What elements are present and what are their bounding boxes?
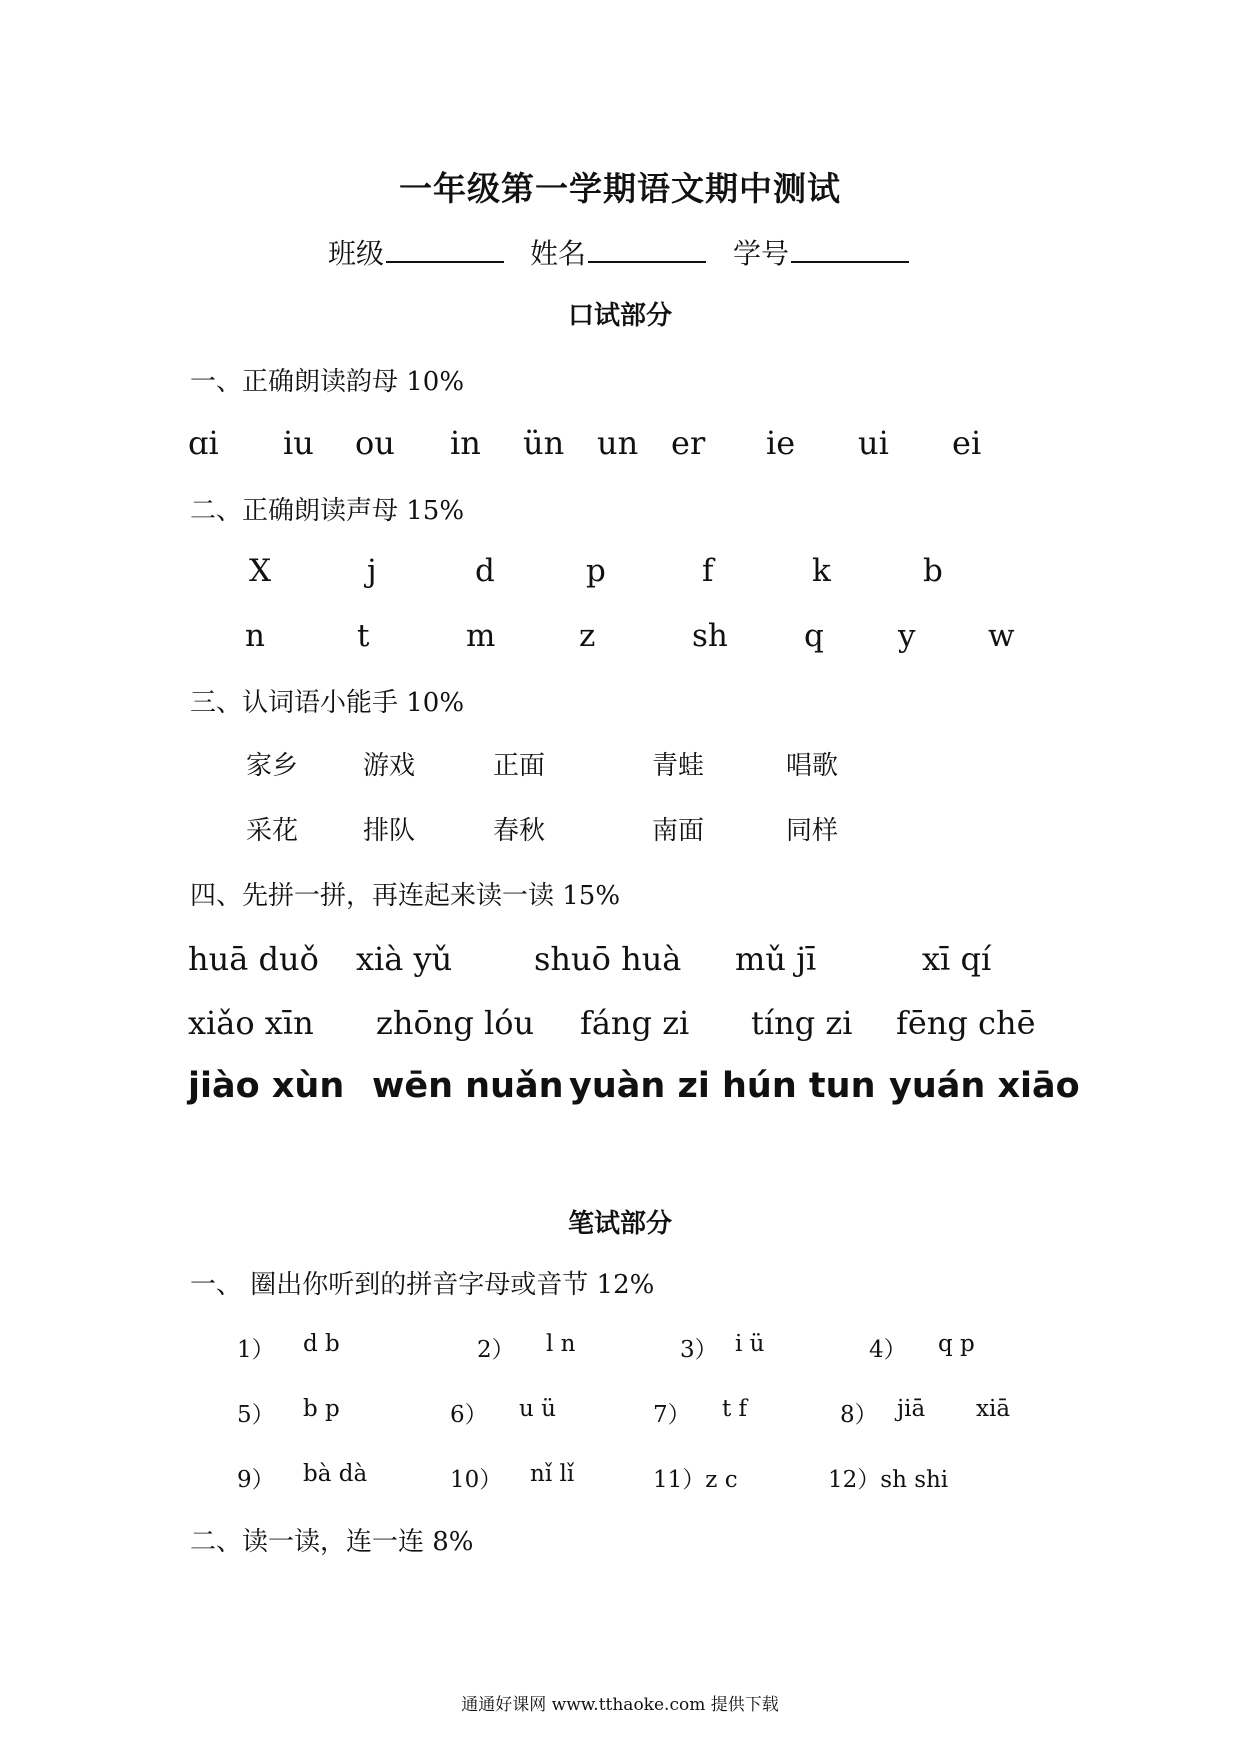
final-item: ui: [858, 424, 889, 462]
oral-heading: 口试部分: [567, 301, 672, 331]
item-number: 5）: [237, 1402, 275, 1428]
oral-q2-text: 二、正确朗读声母 15%: [190, 496, 465, 526]
word-item: 春秋: [493, 816, 546, 846]
initial-item: k: [812, 553, 831, 589]
initial-item: d: [475, 553, 495, 589]
choice-pair: q p: [938, 1331, 975, 1357]
pinyin-item: jiào xùn: [188, 1066, 345, 1106]
initial-item: p: [586, 553, 606, 589]
initial-item: sh: [692, 618, 728, 654]
word-item: 唱歌: [786, 751, 839, 781]
choice-pair: bà dà: [303, 1461, 368, 1487]
page-footer: 通通好课网 www.tthaoke.com 提供下载: [461, 1695, 779, 1715]
item-number: 9）: [237, 1467, 275, 1493]
word-item: 游戏: [363, 751, 416, 781]
pinyin-item: zhōng lóu: [376, 1004, 535, 1042]
word-item: 青蛙: [652, 751, 705, 781]
written-heading: 笔试部分: [567, 1209, 672, 1239]
item-number: 2）: [477, 1337, 515, 1363]
word-item: 排队: [363, 816, 416, 846]
word-item: 正面: [493, 751, 546, 781]
initial-item: q: [804, 618, 824, 654]
choice-pair: nǐ lǐ: [530, 1461, 575, 1487]
final-item: in: [450, 424, 481, 462]
initial-item: t: [357, 618, 370, 654]
choice-pair: d b: [303, 1331, 340, 1357]
pinyin-item: fēng chē: [896, 1004, 1036, 1042]
pinyin-item: xī qí: [922, 940, 992, 978]
pinyin-item: wēn nuǎn: [372, 1066, 564, 1106]
class-label: 班级: [328, 237, 385, 270]
page-title: 一年级第一学期语文期中测试: [399, 169, 841, 208]
item-number: 8）: [840, 1402, 878, 1428]
choice-pair: 11）z c: [653, 1467, 738, 1493]
choice-pair: i ü: [735, 1331, 765, 1357]
word-item: 采花: [246, 816, 299, 846]
initial-item: n: [245, 618, 265, 654]
word-item: 南面: [652, 816, 705, 846]
initial-item: j: [367, 553, 377, 589]
initial-item: f: [702, 553, 714, 589]
pinyin-item: xiǎo xīn: [188, 1004, 314, 1042]
id-label: 学号: [733, 237, 790, 270]
choice-pair: u ü: [519, 1396, 556, 1422]
initial-item: X: [249, 553, 272, 589]
item-number: 4）: [869, 1337, 907, 1363]
pinyin-item: huā duǒ: [188, 940, 319, 978]
name-blank: [588, 237, 706, 263]
written-q2-text: 二、读一读，连一连 8%: [190, 1527, 474, 1557]
choice-pair: b p: [303, 1396, 340, 1422]
final-item: ie: [766, 424, 796, 462]
class-field: [328, 232, 504, 272]
pinyin-item: hún tun: [722, 1066, 876, 1106]
choice-pair: l n: [546, 1331, 576, 1357]
choice-pair: t f: [722, 1396, 748, 1422]
choice-pair: 12）sh shi: [828, 1467, 949, 1493]
final-item: ou: [355, 424, 395, 462]
item-number: 6）: [450, 1402, 488, 1428]
item-number: 1）: [237, 1337, 275, 1363]
initial-item: m: [466, 618, 496, 654]
pinyin-item: yuàn zi: [569, 1066, 710, 1106]
item-number: 10）: [450, 1467, 503, 1493]
initial-item: w: [988, 618, 1015, 654]
final-item: un: [597, 424, 639, 462]
pinyin-item: tíng zi: [751, 1004, 853, 1042]
final-item: ɑi: [188, 424, 219, 462]
item-number: 3）: [680, 1337, 718, 1363]
pinyin-item: yuán xiāo: [889, 1066, 1080, 1106]
written-q1-text: 一、 圈出你听到的拼音字母或音节 12%: [190, 1270, 655, 1300]
oral-q4-text: 四、先拼一拼，再连起来读一读 15%: [190, 881, 621, 911]
name-label: 姓名: [530, 237, 587, 270]
class-blank: [386, 237, 504, 263]
final-item: er: [671, 424, 706, 462]
pinyin-item: xià yǔ: [356, 940, 453, 978]
name-field: [530, 232, 706, 272]
initial-item: y: [898, 618, 916, 654]
word-item: 同样: [786, 816, 839, 846]
final-item: ün: [523, 424, 565, 462]
pinyin-item: mǔ jī: [735, 940, 817, 978]
choice-pair: jiā: [897, 1396, 926, 1422]
word-item: 家乡: [246, 751, 299, 781]
choice-pair: xiā: [976, 1396, 1011, 1422]
oral-q3-text: 三、认词语小能手 10%: [190, 688, 465, 718]
item-number: 7）: [653, 1402, 691, 1428]
final-item: ei: [952, 424, 982, 462]
pinyin-item: fáng zi: [580, 1004, 690, 1042]
id-blank: [791, 237, 909, 263]
id-field: [733, 232, 909, 272]
initial-item: z: [579, 618, 596, 654]
initial-item: b: [923, 553, 943, 589]
oral-q1-text: 一、正确朗读韵母 10%: [190, 367, 465, 397]
pinyin-item: shuō huà: [534, 940, 682, 978]
final-item: iu: [283, 424, 314, 462]
